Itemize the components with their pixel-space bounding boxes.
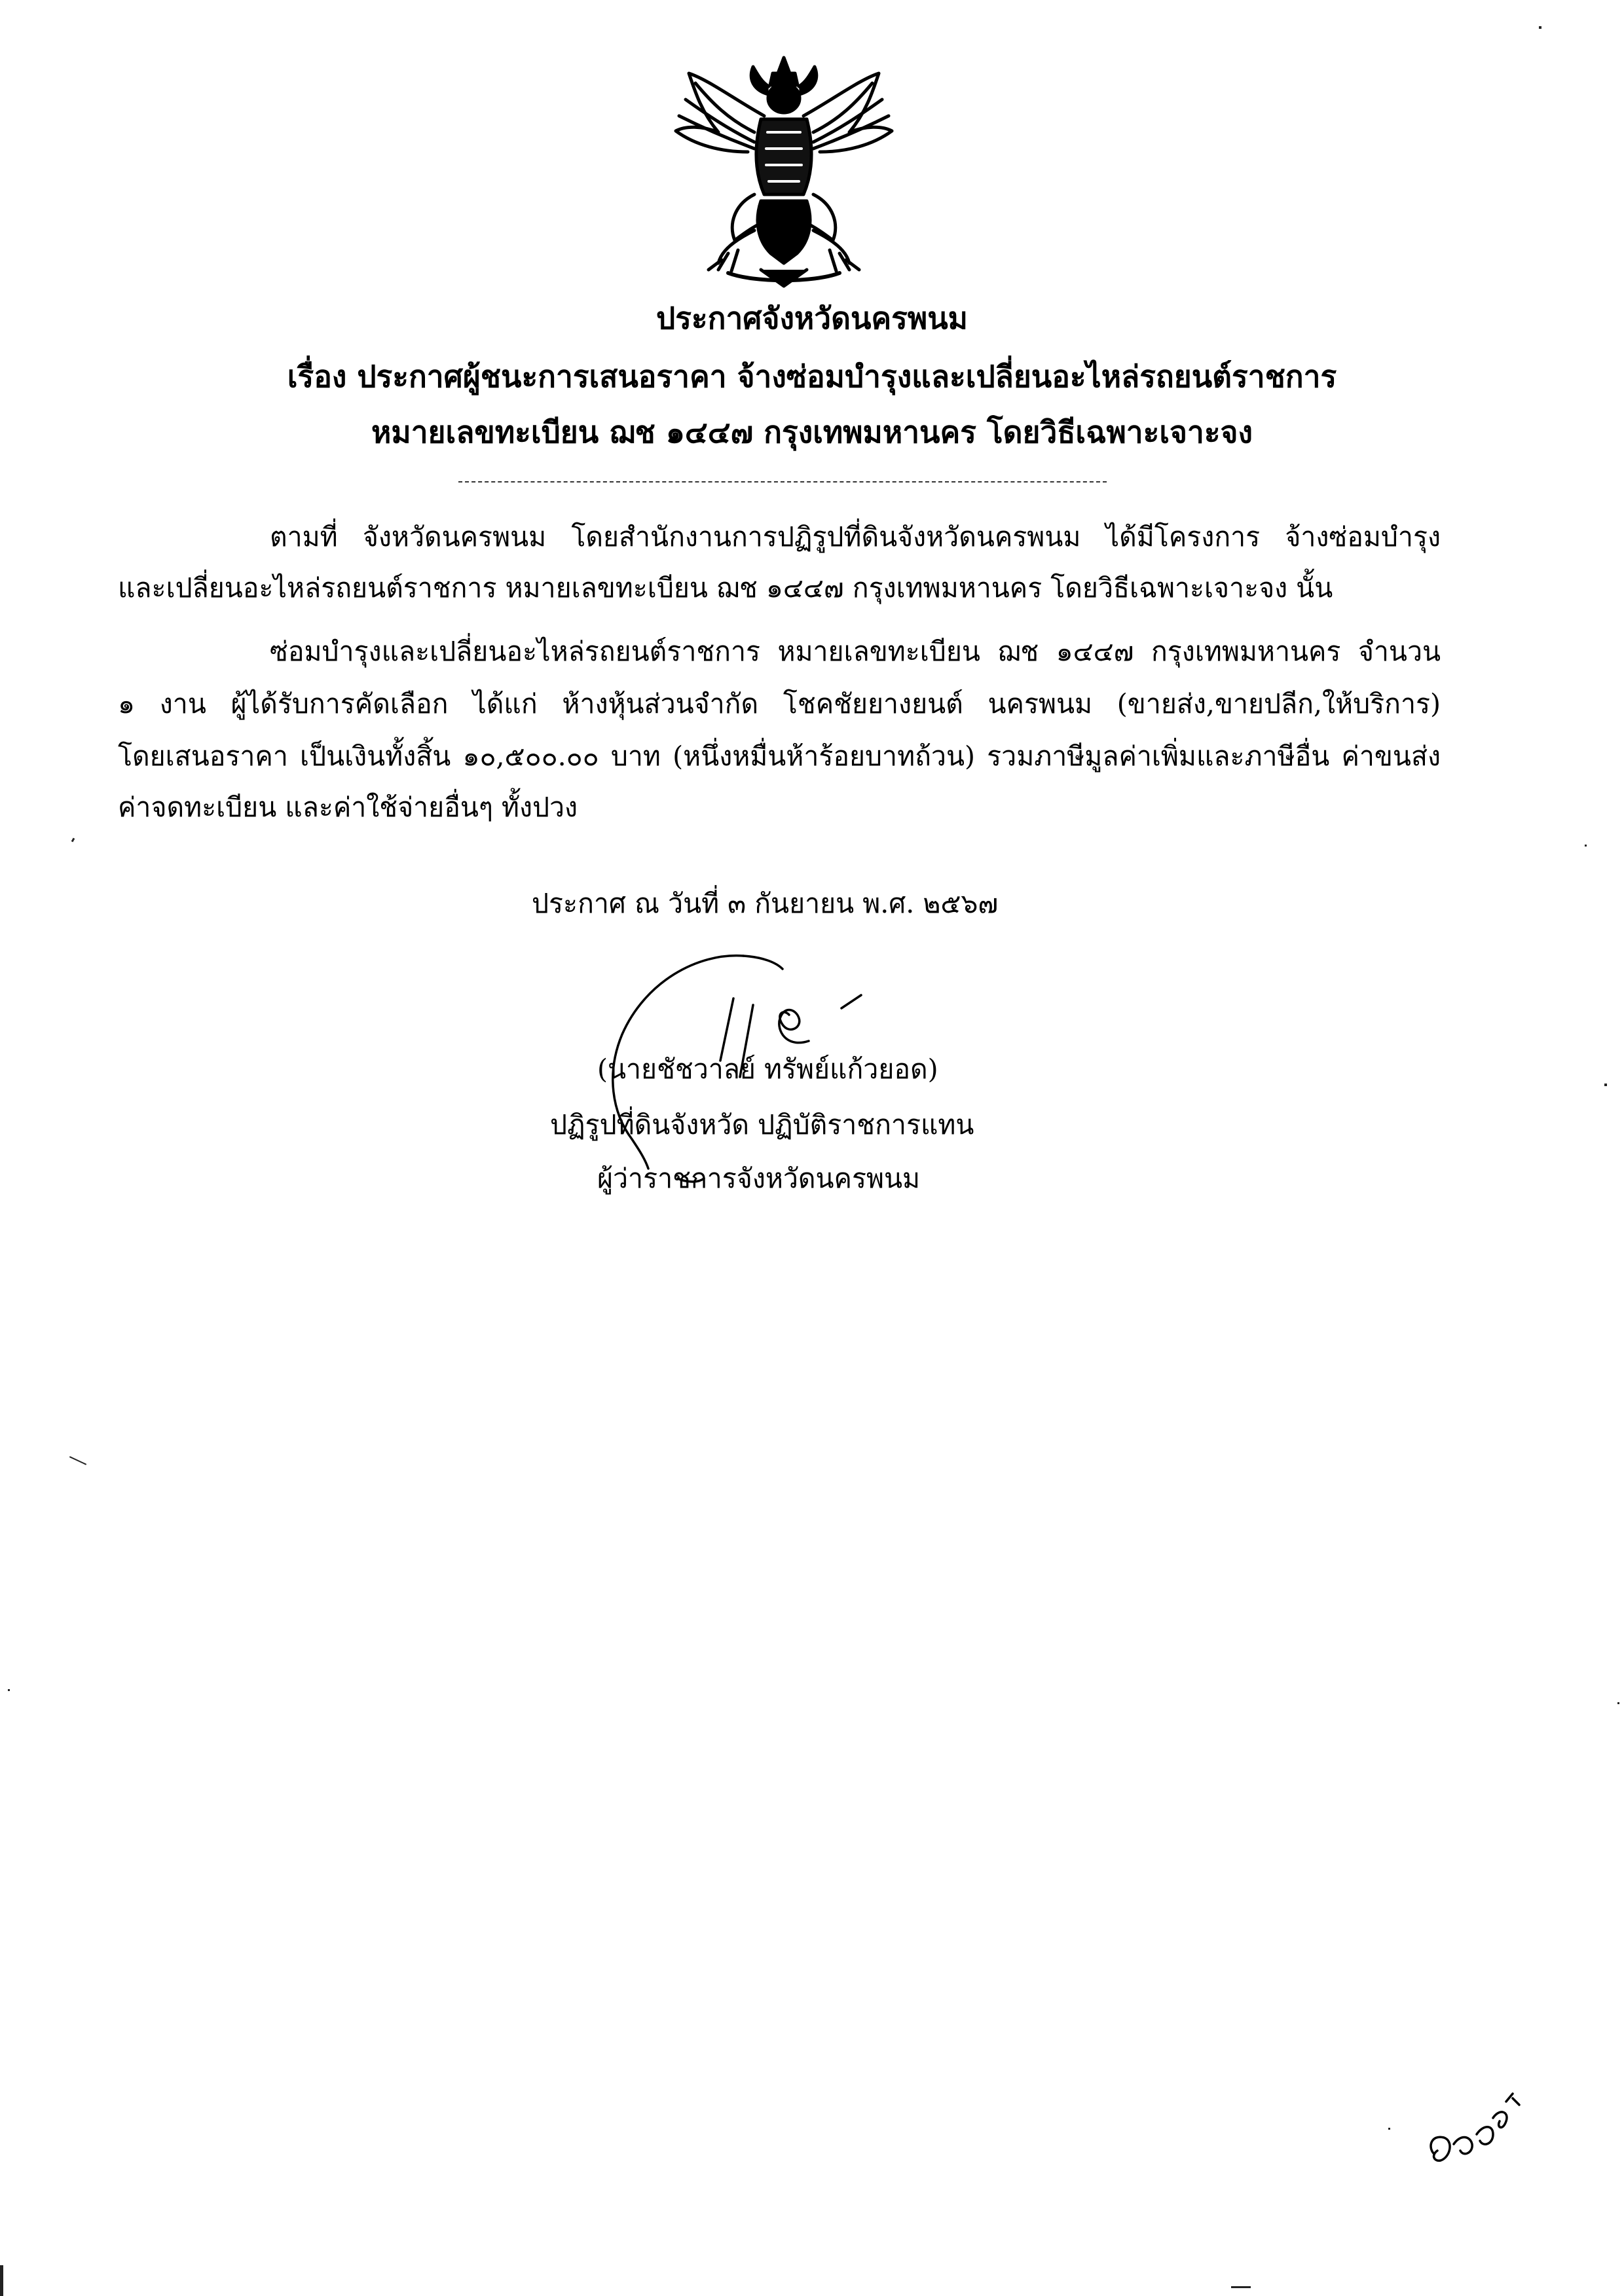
document-subject-continued: หมายเลขทะเบียน ฌช ๑๔๔๗ กรุงเทพมหานคร โดยวิธีเฉพาะเจาะจง [371, 414, 1253, 450]
document-title: ประกาศจังหวัดนครพนม [656, 301, 968, 336]
scan-speck [71, 838, 75, 843]
scan-speck [69, 1456, 86, 1465]
paragraph2-line4: ค่าจดทะเบียน และค่าใช้จ่ายอื่นๆ ทั้งปวง [118, 792, 578, 823]
scan-speck [1388, 2128, 1390, 2130]
garuda-emblem-icon [656, 54, 912, 289]
scan-speck [8, 1689, 10, 1691]
document-subject: เรื่อง ประกาศผู้ชนะการเสนอราคา จ้างซ่อมบำรุงและเปลี่ยนอะไหล่รถยนต์ราชการ [287, 359, 1337, 394]
scan-speck [1539, 26, 1541, 29]
scan-speck [1585, 845, 1587, 847]
scan-speck [1231, 2286, 1251, 2288]
paragraph1-line2: และเปลี่ยนอะไหล่รถยนต์ราชการ หมายเลขทะเบียน ฌช ๑๔๔๗ กรุงเทพมหานคร โดยวิธีเฉพาะเจาะจง นั้น [118, 572, 1333, 604]
handwritten-initials-icon [1414, 2082, 1532, 2180]
scan-speck [0, 2265, 3, 2296]
signatory-name: (นายชัชวาลย์ ทรัพย์แก้วยอด) [597, 1053, 938, 1085]
paragraph2-line2: ๑ งาน ผู้ได้รับการคัดเลือก ได้แก่ ห้างหุ้นส่วนจำกัด โชคชัยยางยนต์ นครพนม (ขายส่ง,ขายปลีก,ให้บริการ) [118, 688, 1441, 720]
signatory-position-continued: ผู้ว่าราชการจังหวัดนครพนม [597, 1163, 921, 1194]
paragraph1-line1: ตามที่ จังหวัดนครพนม โดยสำนักงานการปฏิรูปที่ดินจังหวัดนครพนม ได้มีโครงการ จ้างซ่อมบำรุง [270, 521, 1441, 553]
scan-speck [1604, 1084, 1607, 1086]
scan-speck [1617, 1702, 1619, 1704]
signatory-position: ปฏิรูปที่ดินจังหวัด ปฏิบัติราชการแทน [550, 1109, 974, 1140]
title-divider [458, 481, 1107, 483]
paragraph2-line1: ซ่อมบำรุงและเปลี่ยนอะไหล่รถยนต์ราชการ หมายเลขทะเบียน ฌช ๑๔๔๗ กรุงเทพมหานคร จำนวน [270, 636, 1441, 667]
announcement-date: ประกาศ ณ วันที่ ๓ กันยายน พ.ศ. ๒๕๖๗ [532, 888, 999, 919]
paragraph2-line3: โดยเสนอราคา เป็นเงินทั้งสิ้น ๑๐,๕๐๐.๐๐ บาท (หนึ่งหมื่นห้าร้อยบาทถ้วน) รวมภาษีมูลค่าเพิ่มและภาษีอื่น ค่าขนส่ง [118, 740, 1441, 772]
